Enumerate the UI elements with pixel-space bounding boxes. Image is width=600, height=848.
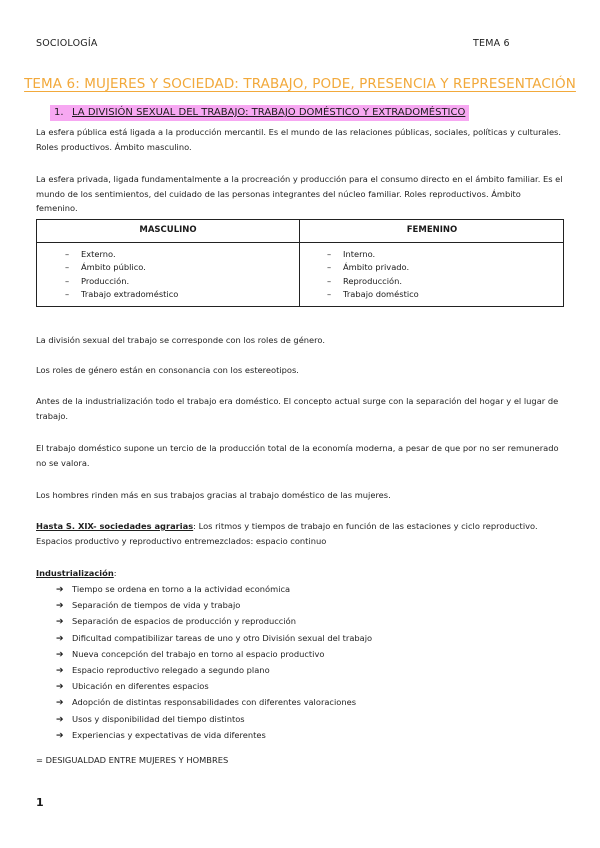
femenino-list xyxy=(327,248,419,301)
list-item: ➔ Espacio reproductivo relegado a segundo plano xyxy=(56,663,372,679)
section-title: LA DIVISIÓN SEXUAL DEL TRABAJO: TRABAJO DOMÉSTICO Y EXTRADOMÉSTICO xyxy=(72,107,466,118)
arrow-icon: ➔ xyxy=(56,698,64,709)
hasta-label: Hasta S. XIX- sociedades agrarias xyxy=(36,521,194,531)
section-number: 1. xyxy=(54,107,64,118)
list-item: – Externo. xyxy=(65,249,116,259)
industrializacion-list xyxy=(56,582,372,744)
table-divider-horizontal xyxy=(37,242,563,243)
masculino-list xyxy=(65,248,178,301)
paragraph-trabajo-domestico: El trabajo doméstico supone un tercio de la producción total de la economía moderna, a pesar de que por no ser remunerado no se valora. xyxy=(36,443,559,468)
list-item: ➔ Experiencias y expectativas de vida diferentes xyxy=(56,728,372,744)
list-item: ➔ Adopción de distintas responsabilidades con diferentes valoraciones xyxy=(56,695,372,711)
industrializacion-heading: Industrialización: xyxy=(36,568,117,578)
arrow-icon: ➔ xyxy=(56,682,64,693)
table-header-masculino: MASCULINO xyxy=(139,225,197,235)
industrializacion-label: Industrialización xyxy=(36,568,114,578)
paragraph-esfera-publica: La esfera pública está ligada a la producción mercantil. Es el mundo de las relaciones públicas, sociales, políticas y culturales. Roles productivos. Ámbito masculino. xyxy=(36,127,562,152)
arrow-icon: ➔ xyxy=(56,617,64,628)
roles-table xyxy=(36,219,564,307)
arrow-icon: ➔ xyxy=(56,633,64,644)
section-heading xyxy=(50,105,469,121)
arrow-icon: ➔ xyxy=(56,666,64,677)
list-item: ➔ Usos y disponibilidad del tiempo distintos xyxy=(56,712,372,728)
list-item: ➔ Separación de tiempos de vida y trabajo xyxy=(56,598,372,614)
list-item: – Producción. xyxy=(65,275,130,286)
list-item: – Trabajo doméstico xyxy=(327,288,419,299)
arrow-icon: ➔ xyxy=(56,585,64,595)
paragraph-division-sexual: La división sexual del trabajo se corresponde con los roles de género. xyxy=(36,335,325,345)
list-item: ➔ Tiempo se ordena en torno a la actividad económica xyxy=(56,582,372,598)
paragraph-rendimiento: Los hombres rinden más en sus trabajos gracias al trabajo doméstico de las mujeres. xyxy=(36,490,391,500)
page-number: 1 xyxy=(36,796,44,809)
list-item: – Ámbito público. xyxy=(65,262,146,273)
list-item: – Trabajo extradoméstico xyxy=(65,288,179,299)
arrow-icon: ➔ xyxy=(56,601,64,612)
page-title: TEMA 6: MUJERES Y SOCIEDAD: TRABAJO, PODE, PRESENCIA Y REPRESENTACIÓN xyxy=(24,76,576,92)
list-item: – Interno. xyxy=(327,249,376,259)
arrow-icon: ➔ xyxy=(56,649,64,660)
paragraph-roles-genero: Los roles de género están en consonancia con los estereotipos. xyxy=(36,365,299,375)
paragraph-esfera-privada: La esfera privada, ligada fundamentalmente a la procreación y producción para el consumo directo en el ámbito familiar. Es el mundo de los sentimientos, del cuidado de las personas integrantes del núcleo familiar. Roles reproductivos. Ámbito femenino. xyxy=(36,174,563,213)
hasta-text: : Los ritmos y tiempos de trabajo en función de las estaciones y ciclo reproductivo. Espacios productivo y reproductivo entremezclados: espacio continuo xyxy=(36,521,538,546)
list-item: ➔ Dificultad compatibilizar tareas de uno y otro División sexual del trabajo xyxy=(56,631,372,647)
list-item: – Reproducción. xyxy=(327,275,402,286)
list-item: ➔ Separación de espacios de producción y reproducción xyxy=(56,614,372,630)
list-item: ➔ Nueva concepción del trabajo en torno al espacio productivo xyxy=(56,647,372,663)
list-item: – Ámbito privado. xyxy=(327,262,410,273)
header-topic: TEMA 6 xyxy=(473,38,510,49)
table-header-femenino: FEMENINO xyxy=(406,225,458,235)
arrow-icon: ➔ xyxy=(56,714,64,725)
conclusion-text: = DESIGUALDAD ENTRE MUJERES Y HOMBRES xyxy=(36,755,229,765)
paragraph-industrializacion: Antes de la industrialización todo el trabajo era doméstico. El concepto actual surge con la separación del hogar y el lugar de trabajo. xyxy=(36,396,559,421)
arrow-icon: ➔ xyxy=(56,730,64,741)
list-item: ➔ Ubicación en diferentes espacios xyxy=(56,679,372,695)
header-subject: SOCIOLOGÍA xyxy=(36,38,98,49)
paragraph-hasta-xix xyxy=(36,519,564,548)
